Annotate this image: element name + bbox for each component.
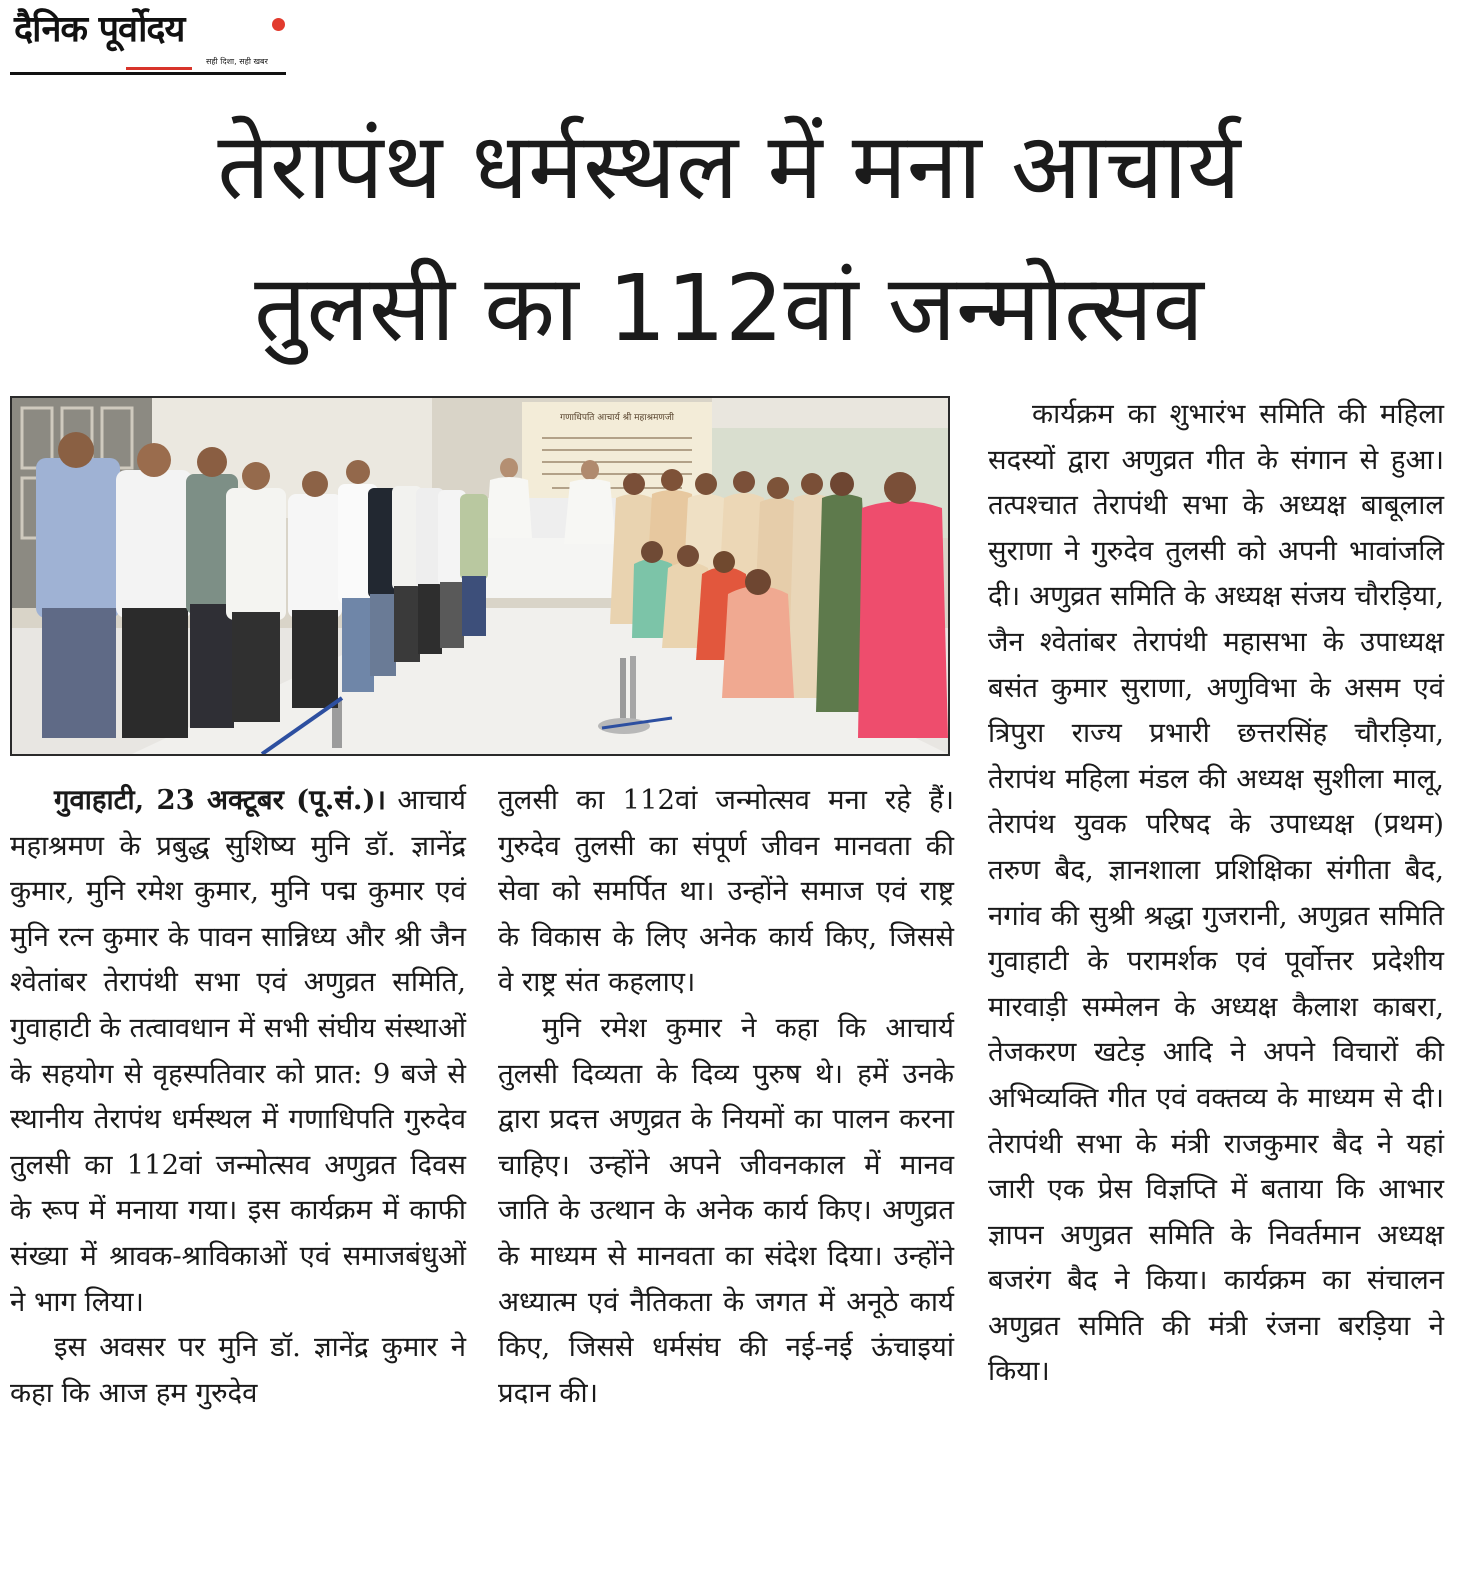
- article-dateline: गुवाहाटी, 23 अक्टूबर (पू.सं.)।: [54, 784, 386, 816]
- headline: [20, 96, 1438, 380]
- article-paragraph: मुनि रमेश कुमार ने कहा कि आचार्य तुलसी दिव्यता के दिव्य पुरुष थे। हमें उनके द्वारा प्रदत्त अणुव्रत के नियमों का पालन करना चाहिए। उन्होंने अपने जीवनकाल में मानव जाति के उत्थान के अनेक कार्य किए। अणुव्रत के माध्यम से मानवता का संदेश दिया। उन्होंने अध्यात्म एवं नैतिकता के जगत में अनूठे कार्य किए, जिससे धर्मसंघ की नई-नई ऊंचाइयां प्रदान की।: [498, 1011, 954, 1409]
- headline-line-1: तेरापंथ धर्मस्थल में मना आचार्य: [217, 113, 1241, 220]
- article-paragraph: [10, 778, 466, 1325]
- article-column-3: [988, 392, 1444, 1395]
- headline-line-2: तुलसी का 112वां जन्मोत्सव: [254, 255, 1204, 362]
- masthead-rule: [10, 72, 286, 75]
- masthead-logo-dot-icon: [272, 18, 285, 31]
- article-paragraph: इस अवसर पर मुनि डॉ. ज्ञानेंद्र कुमार ने कहा कि आज हम गुरुदेव: [10, 1331, 466, 1409]
- photo-banner-heading: गणाधिपति आचार्य श्री महाश्रमणजी: [560, 413, 674, 423]
- masthead-accent-line: [126, 67, 192, 70]
- article-paragraph: तुलसी का 112वां जन्मोत्सव मना रहे हैं। गुरुदेव तुलसी का संपूर्ण जीवन मानवता की सेवा को समर्पित था। उन्होंने समाज एवं राष्ट्र के विकास के लिए अनेक कार्य किए, जिससे वे राष्ट्र संत कहलाए।: [498, 784, 954, 999]
- masthead-name: दैनिक पूर्वोदय: [14, 9, 185, 50]
- masthead: [10, 6, 286, 74]
- article-paragraph: कार्यक्रम का शुभारंभ समिति की महिला सदस्यों द्वारा अणुव्रत गीत के संगान से हुआ। तत्पश्चात तेरापंथी सभा के अध्यक्ष बाबूलाल सुराणा ने गुरुदेव तुलसी को अपनी भावांजलि दी। अणुव्रत समिति के अध्यक्ष संजय चौरड़िया, जैन श्वेतांबर तेरापंथी महासभा के उपाध्यक्ष बसंत कुमार सुराणा, अणुविभा के असम एवं त्रिपुरा राज्य प्रभारी छत्तरसिंह चौरड़िया, तेरापंथ महिला मंडल की अध्यक्ष सुशीला मालू, तेरापंथ युवक परिषद के उपाध्यक्ष (प्रथम) तरुण बैद, ज्ञानशाला प्रशिक्षिका संगीता बैद, नगांव की सुश्री श्रद्धा गुजरानी, अणुव्रत समिति गुवाहाटी के परामर्शक एवं पूर्वोत्तर प्रदेशीय मारवाड़ी सम्मेलन के अध्यक्ष कैलाश काबरा, तेजकरण खटेड़ आदि ने अपने विचारों की अभिव्यक्ति गीत एवं वक्तव्य के माध्यम से दी। तेरापंथी सभा के मंत्री राजकुमार बैद ने यहां जारी एक प्रेस विज्ञप्ति में बताया कि आभार ज्ञापन अणुव्रत समिति के निवर्तमान अध्यक्ष बजरंग बैद ने किया। कार्यक्रम का संचालन अणुव्रत समिति की मंत्री रंजना बरड़िया ने किया।: [988, 398, 1444, 1388]
- article-paragraph-text: आचार्य महाश्रमण के प्रबुद्ध सुशिष्य मुनि डॉ. ज्ञानेंद्र कुमार, मुनि रमेश कुमार, मुनि पद्म कुमार एवं मुनि रत्न कुमार के पावन सान्निध्य और श्री जैन श्वेतांबर तेरापंथी सभा एवं अणुव्रत समिति, गुवाहाटी के तत्वावधान में सभी संघीय संस्थाओं के सहयोग से वृहस्पतिवार को प्रात: 9 बजे से स्थानीय तेरापंथ धर्मस्थल में गणाधिपति गुरुदेव तुलसी का 112वां जन्मोत्सव अणुव्रत दिवस के रूप में मनाया गया। इस कार्यक्रम में काफी संख्या में श्रावक-श्राविकाओं एवं समाजबंधुओं ने भाग लिया।: [10, 784, 466, 1318]
- article-photo: [10, 396, 950, 756]
- article-column-1: [10, 778, 466, 1416]
- article-column-2: [498, 778, 954, 1416]
- masthead-tagline: सही दिशा, सही खबर: [206, 57, 268, 66]
- group-photo-illustration: [12, 398, 948, 754]
